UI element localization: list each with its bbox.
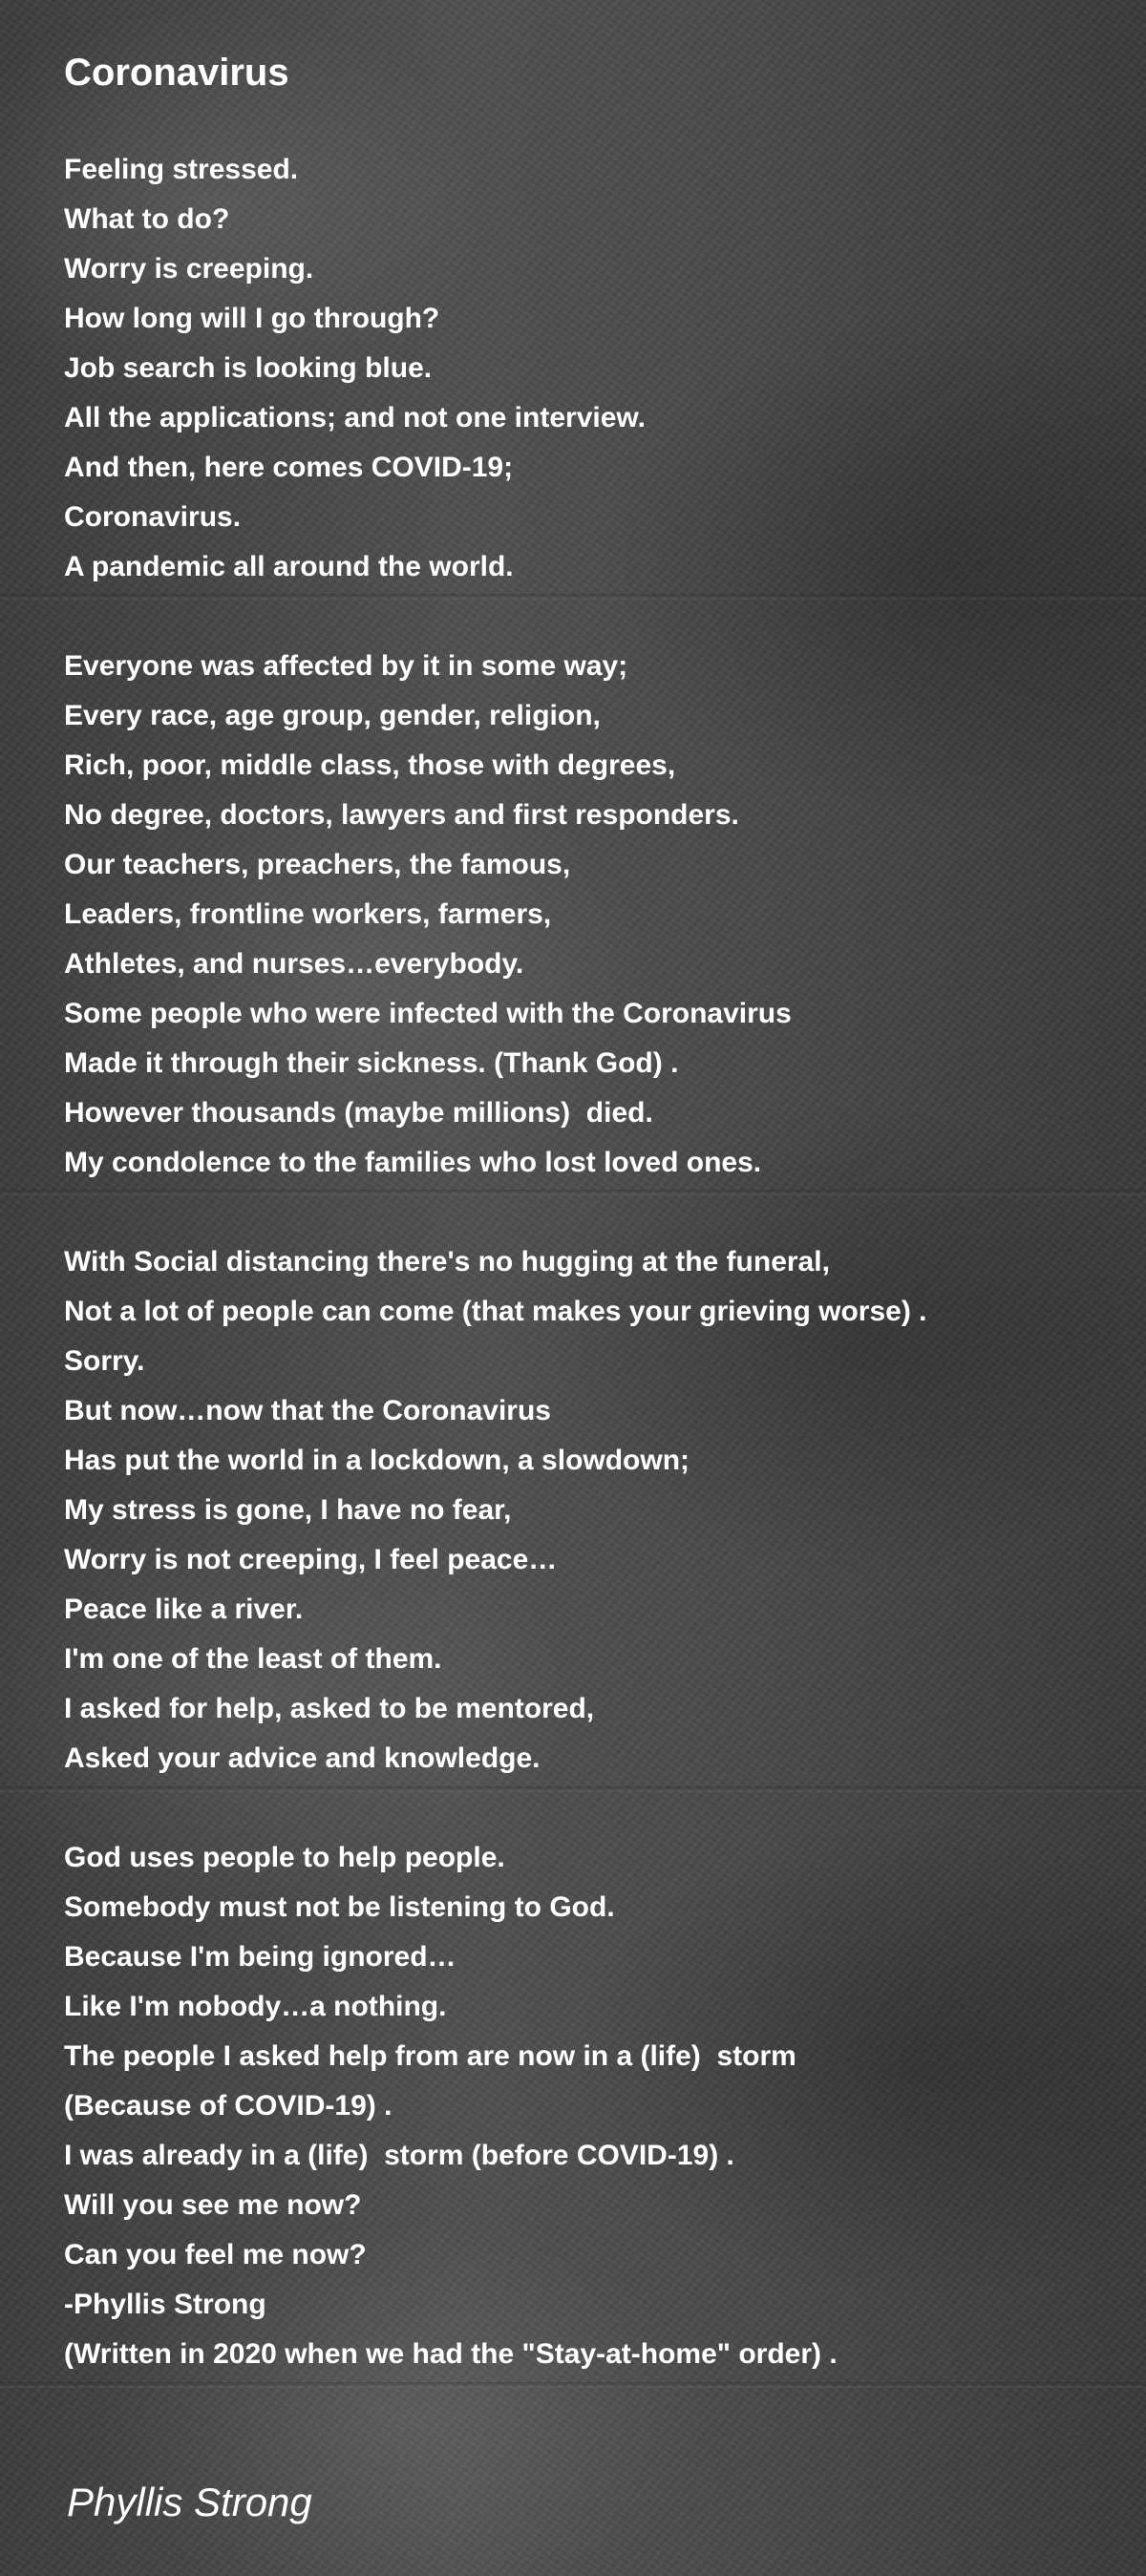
poem-line: I asked for help, asked to be mentored, bbox=[64, 1693, 595, 1724]
poem-line: Made it through their sickness. (Thank God) . bbox=[64, 1047, 679, 1079]
poem-line: Can you feel me now? bbox=[64, 2239, 367, 2270]
poem-author: Phyllis Strong bbox=[67, 2480, 312, 2524]
stanza bbox=[64, 642, 1114, 1188]
poem-line: -Phyllis Strong bbox=[64, 2289, 266, 2320]
poem-line: Peace like a river. bbox=[64, 1594, 304, 1625]
poem-line: How long will I go through? bbox=[64, 303, 440, 334]
poem-line: And then, here comes COVID-19; bbox=[64, 452, 514, 483]
poem-line: With Social distancing there's no hugging at the funeral, bbox=[64, 1246, 830, 1277]
poem-line: Because I'm being ignored… bbox=[64, 1941, 456, 1973]
stanza bbox=[64, 1237, 1114, 1784]
poem-line: Worry is not creeping, I feel peace… bbox=[64, 1544, 558, 1575]
poem-line: Worry is creeping. bbox=[64, 253, 314, 285]
poem-line: Feeling stressed. bbox=[64, 154, 299, 185]
poem-line: Not a lot of people can come (that makes your grieving worse) . bbox=[64, 1296, 927, 1327]
poem-line: God uses people to help people. bbox=[64, 1842, 505, 1873]
poem-line: Everyone was affected by it in some way; bbox=[64, 650, 628, 682]
poem-line: Athletes, and nurses…everybody. bbox=[64, 948, 524, 980]
poem-line: (Because of COVID-19) . bbox=[64, 2090, 393, 2122]
poem-line: Has put the world in a lockdown, a slowdown; bbox=[64, 1445, 690, 1476]
poem-line: Somebody must not be listening to God. bbox=[64, 1891, 615, 1923]
stanza bbox=[64, 145, 1114, 592]
poem-line: All the applications; and not one interview. bbox=[64, 402, 646, 433]
poem-body bbox=[64, 145, 1114, 2429]
poem-line: Our teachers, preachers, the famous, bbox=[64, 849, 571, 880]
poem-line: Leaders, frontline workers, farmers, bbox=[64, 898, 552, 930]
poem-line: Asked your advice and knowledge. bbox=[64, 1742, 541, 1774]
poem-line: My condolence to the families who lost loved ones. bbox=[64, 1147, 762, 1178]
poem-line: I'm one of the least of them. bbox=[64, 1643, 442, 1675]
poem-line: Like I'm nobody…a nothing. bbox=[64, 1991, 447, 2022]
poem-line: Job search is looking blue. bbox=[64, 352, 433, 384]
stanza bbox=[64, 1833, 1114, 2379]
poem-line: Every race, age group, gender, religion, bbox=[64, 700, 601, 731]
poem-line: My stress is gone, I have no fear, bbox=[64, 1494, 512, 1526]
poem-line: What to do? bbox=[64, 203, 230, 235]
poem-line: I was already in a (life) storm (before COVID-19) . bbox=[64, 2140, 734, 2171]
poem-line: Sorry. bbox=[64, 1345, 145, 1377]
poem-line: Some people who were infected with the Coronavirus bbox=[64, 998, 792, 1029]
poem-line: But now…now that the Coronavirus bbox=[64, 1395, 551, 1426]
poem-line: A pandemic all around the world. bbox=[64, 551, 514, 582]
poem-line: However thousands (maybe millions) died. bbox=[64, 1097, 653, 1129]
poem-line: Rich, poor, middle class, those with degrees, bbox=[64, 750, 676, 781]
poem-title: Coronavirus bbox=[64, 52, 289, 94]
poem-line: (Written in 2020 when we had the "Stay-at-home" order) . bbox=[64, 2338, 838, 2370]
poem-line: Coronavirus. bbox=[64, 501, 242, 533]
poem-line: No degree, doctors, lawyers and first responders. bbox=[64, 799, 739, 831]
poem-line: The people I asked help from are now in a (life) storm bbox=[64, 2040, 796, 2072]
poem-line: Will you see me now? bbox=[64, 2189, 362, 2221]
